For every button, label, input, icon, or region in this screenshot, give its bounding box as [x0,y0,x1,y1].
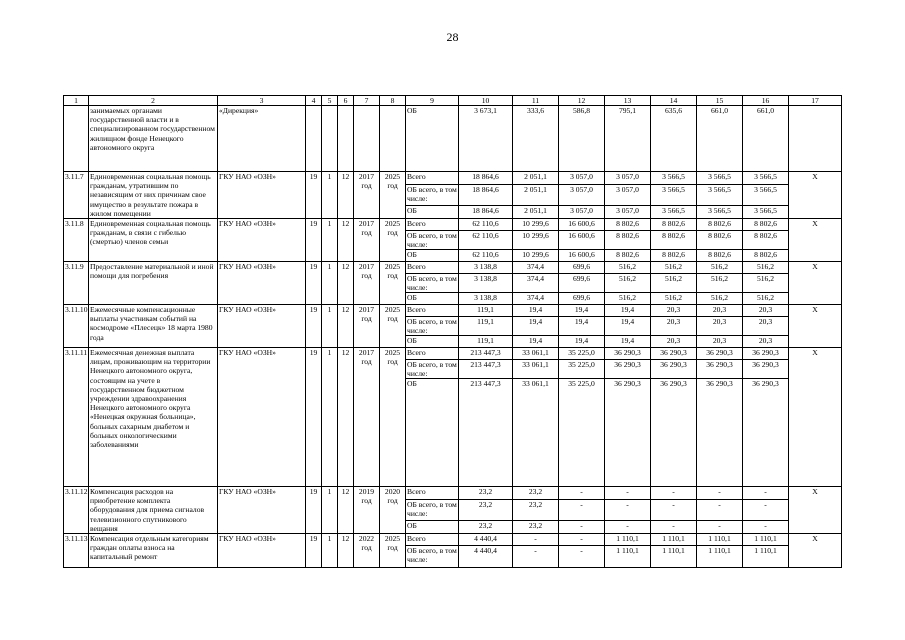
value-cell: 23,2 [459,487,513,500]
value-cell: 36 290,3 [743,379,789,487]
funding-label: Всего [406,262,459,274]
value-cell: 20,3 [651,336,697,348]
value-cell: 20,3 [697,336,743,348]
column-number: 13 [605,96,651,106]
value-cell: 3 566,5 [743,172,789,185]
column-4-value: 19 [306,534,322,568]
executor-cell: ГКУ НАО «ОЗН» [218,172,306,219]
value-cell: 19,4 [559,305,605,317]
column-number: 7 [354,96,380,106]
value-cell: 8 802,6 [743,250,789,262]
end-year: 2025 год [380,348,406,487]
value-cell: 8 802,6 [743,231,789,250]
value-cell: 8 802,6 [605,250,651,262]
value-cell: - [605,487,651,500]
column-6-value: 12 [338,305,354,348]
end-year: 2025 год [380,172,406,219]
executor-cell: «Дирекция» [218,106,306,172]
column-number: 1 [64,96,89,106]
value-cell: 36 290,3 [605,360,651,379]
value-cell: 19,4 [513,336,559,348]
value-cell: - [743,500,789,521]
value-cell: 8 802,6 [651,219,697,231]
value-cell: 16 600,6 [559,250,605,262]
value-cell: 3 138,8 [459,262,513,274]
value-cell: 3 566,5 [651,185,697,206]
value-cell: 3 566,5 [651,172,697,185]
column-number: 15 [697,96,743,106]
column-5-value: 1 [322,172,338,219]
value-cell: 33 061,1 [513,348,559,360]
value-cell: 8 802,6 [743,219,789,231]
value-cell: 3 673,1 [459,106,513,172]
measure-row [64,219,842,231]
executor-cell: ГКУ НАО «ОЗН» [218,348,306,487]
value-cell: 19,4 [605,317,651,336]
column-number: 17 [789,96,842,106]
value-cell: 3 566,5 [697,185,743,206]
measure-description: Единовременная социальная помощь гражданам, в связи с гибелью (смертью) членов семьи [89,219,218,262]
value-cell: 36 290,3 [743,360,789,379]
measure-row [64,487,842,500]
value-cell: 119,1 [459,336,513,348]
funding-label: ОБ [406,520,459,533]
start-year: 2017 год [354,348,380,487]
value-cell: 19,4 [605,305,651,317]
value-cell: 36 290,3 [697,360,743,379]
value-cell: 19,4 [559,336,605,348]
executor-cell: ГКУ НАО «ОЗН» [218,487,306,534]
value-cell: 16 600,6 [559,231,605,250]
column-6-value: 12 [338,219,354,262]
value-cell: 119,1 [459,317,513,336]
value-cell: 19,4 [559,317,605,336]
start-year: 2017 год [354,305,380,348]
value-cell: 35 225,0 [559,348,605,360]
value-cell: 23,2 [513,520,559,533]
value-cell: 374,4 [513,274,559,293]
funding-label: ОБ всего, в том числе: [406,500,459,521]
column-number: 10 [459,96,513,106]
measure-code: 3.11.12 [64,487,89,534]
value-cell: 20,3 [651,317,697,336]
funding-label: Всего [406,348,459,360]
funding-label: ОБ всего, в том числе: [406,185,459,206]
value-cell: - [559,546,605,568]
value-cell: 3 566,5 [743,185,789,206]
column-5-value: 1 [322,534,338,568]
value-cell: 36 290,3 [651,348,697,360]
column-4-value: 19 [306,487,322,534]
value-cell: 1 110,1 [743,534,789,546]
measure-row [64,348,842,360]
value-cell: - [697,487,743,500]
value-cell: 62 110,6 [459,231,513,250]
value-cell: 20,3 [697,305,743,317]
value-cell: 516,2 [743,262,789,274]
funding-label: ОБ [406,250,459,262]
mark-cell: X [789,305,842,348]
value-cell: 1 110,1 [651,534,697,546]
value-cell: 1 110,1 [605,534,651,546]
value-cell: 20,3 [743,336,789,348]
value-cell: 36 290,3 [743,348,789,360]
value-cell: 19,4 [513,317,559,336]
value-cell: 516,2 [605,293,651,305]
value-cell: 8 802,6 [697,250,743,262]
funding-label: ОБ всего, в том числе: [407,231,457,250]
value-cell: 119,1 [459,305,513,317]
value-cell: 20,3 [651,305,697,317]
measure-code: 3.11.13 [64,534,89,568]
value-cell: 516,2 [697,262,743,274]
measure-code: 3.11.11 [64,348,89,487]
end-year: 2020 год [380,487,406,534]
value-cell: 516,2 [697,274,743,293]
end-year: 2025 год [380,534,406,568]
value-cell: 374,4 [513,262,559,274]
measure-row [64,305,842,317]
mark-cell: X [789,534,842,568]
start-year: 2017 год [354,172,380,219]
executor-cell: ГКУ НАО «ОЗН» [218,305,306,348]
measure-description: Компенсация отдельным категориям граждан оплаты взноса на капитальный ремонт [89,534,218,568]
value-cell: 516,2 [605,274,651,293]
value-cell: 1 110,1 [651,546,697,568]
value-cell: - [559,500,605,521]
value-cell: 374,4 [513,293,559,305]
measure-row [64,262,842,274]
column-4-value: 19 [306,219,322,262]
value-cell: 18 864,6 [459,205,513,218]
code-cell [64,106,89,172]
funding-label: Всего [406,219,459,231]
column-6-value: 12 [338,487,354,534]
value-cell: 35 225,0 [559,379,605,487]
value-cell: 20,3 [697,317,743,336]
column-5-value: 1 [322,262,338,305]
value-cell: 3 566,5 [651,205,697,218]
value-cell: - [513,534,559,546]
column-5-value: 1 [322,348,338,487]
start-year: 2019 год [354,487,380,534]
funding-label: ОБ всего, в том числе: [407,360,457,379]
value-cell: 2 051,1 [513,185,559,206]
column-5-value: 1 [322,219,338,262]
value-cell: 1 110,1 [697,546,743,568]
value-cell: - [651,487,697,500]
funding-label: ОБ [406,336,459,348]
value-cell: - [513,546,559,568]
measure-row [64,172,842,185]
continuation-row [64,106,842,172]
measure-code: 3.11.8 [64,219,89,262]
executor-cell: ГКУ НАО «ОЗН» [218,219,306,262]
value-cell: 213 447,3 [459,348,513,360]
funding-label: ОБ всего, в том числе: [406,546,459,568]
value-cell: 4 440,4 [459,546,513,568]
column-5-value: 1 [322,487,338,534]
column-number: 5 [322,96,338,106]
value-cell: 23,2 [459,520,513,533]
value-cell: 62 110,6 [459,219,513,231]
column-number: 2 [89,96,218,106]
mark-cell: X [789,487,842,534]
value-cell: 333,6 [513,106,559,172]
start-year: 2017 год [354,262,380,305]
value-cell: 3 057,0 [559,205,605,218]
value-cell: 3 057,0 [559,185,605,206]
column-number: 14 [651,96,697,106]
page-number: 28 [446,30,459,44]
column-4-value: 19 [306,262,322,305]
value-cell: 18 864,6 [459,185,513,206]
value-cell: 23,2 [513,500,559,521]
measure-code: 3.11.7 [64,172,89,219]
value-cell: 795,1 [605,106,651,172]
value-cell: - [559,534,605,546]
value-cell: 10 299,6 [513,231,559,250]
value-cell: 3 057,0 [605,205,651,218]
column-6-value: 12 [338,534,354,568]
value-cell: 23,2 [513,487,559,500]
value-cell: - [651,500,697,521]
funding-label: Всего [406,534,459,546]
value-cell: 516,2 [651,262,697,274]
value-cell: 36 290,3 [605,348,651,360]
start-year: 2022 год [354,534,380,568]
value-cell: 516,2 [605,262,651,274]
value-cell: 36 290,3 [697,348,743,360]
value-cell: 2 051,1 [513,172,559,185]
value-cell: - [559,487,605,500]
value-cell: 8 802,6 [697,219,743,231]
value-cell: - [697,520,743,533]
value-cell: 3 057,0 [559,172,605,185]
column-number: 12 [559,96,605,106]
value-cell: - [605,520,651,533]
value-cell: 213 447,3 [459,360,513,379]
value-cell: 8 802,6 [605,231,651,250]
value-cell: 3 138,8 [459,293,513,305]
end-year: 2025 год [380,262,406,305]
value-cell: 33 061,1 [513,379,559,487]
column-4-value: 19 [306,348,322,487]
funding-label: ОБ всего, в том числе: [407,317,457,336]
value-cell: 36 290,3 [651,379,697,487]
measures-table [63,95,842,568]
measure-description: Ежемесячная денежная выплата лицам, проживающим на территории Ненецкого автономного округа, состоящим на учете в государственном бюджетном учреждении здравоохранения Ненецкого автономного округа «Ненецкая окружная больница», больных сахарным диабетом и больных онкологическими заболеваниями [89,348,218,487]
value-cell: - [651,520,697,533]
executor-cell: ГКУ НАО «ОЗН» [218,534,306,568]
funding-label: ОБ всего, в том числе: [407,274,457,293]
value-cell: 62 110,6 [459,250,513,262]
end-year: 2025 год [380,305,406,348]
value-cell: 36 290,3 [651,360,697,379]
value-cell: 699,6 [559,262,605,274]
column-number: 11 [513,96,559,106]
value-cell: 23,2 [459,500,513,521]
column-number: 6 [338,96,354,106]
value-cell: 1 110,1 [697,534,743,546]
column-number: 16 [743,96,789,106]
value-cell: 586,8 [559,106,605,172]
value-cell: 516,2 [651,274,697,293]
value-cell: - [697,500,743,521]
value-cell: 3 566,5 [697,205,743,218]
funding-label: ОБ [406,379,459,487]
value-cell: - [605,500,651,521]
column-number: 3 [218,96,306,106]
value-cell: 36 290,3 [697,379,743,487]
end-year: 2025 год [380,219,406,262]
value-cell: 1 110,1 [743,546,789,568]
value-cell: 699,6 [559,293,605,305]
start-year: 2017 год [354,219,380,262]
value-cell: 213 447,3 [459,379,513,487]
value-cell: 8 802,6 [651,250,697,262]
mark-cell: X [789,172,842,219]
value-cell: 8 802,6 [605,219,651,231]
measure-description: занимаемых органами государственной власти и в специализированном государственном жилищном фонде Ненецкого автономного округа [89,106,218,172]
value-cell: 516,2 [651,293,697,305]
executor-cell: ГКУ НАО «ОЗН» [218,262,306,305]
value-cell: 20,3 [743,305,789,317]
measure-description: Компенсация расходов на приобретение комплекта оборудования для приема сигналов телевизионного спутникового вещания [89,487,218,534]
column-4-value: 19 [306,172,322,219]
measure-description: Ежемесячные компенсационные выплаты участникам событий на космодроме «Плесецк» 18 марта 1980 года [89,305,218,348]
column-number: 9 [406,96,459,106]
column-4-value: 19 [306,305,322,348]
value-cell: 3 138,8 [459,274,513,293]
column-6-value: 12 [338,172,354,219]
value-cell: - [743,520,789,533]
column-number: 8 [380,96,406,106]
value-cell: 4 440,4 [459,534,513,546]
value-cell: 8 802,6 [651,231,697,250]
value-cell: 3 566,5 [697,172,743,185]
mark-cell: X [789,219,842,262]
funding-label: ОБ [406,293,459,305]
value-cell: 661,0 [697,106,743,172]
value-cell: 635,6 [651,106,697,172]
value-cell: 516,2 [743,293,789,305]
measure-row [64,534,842,546]
value-cell: 1 110,1 [605,546,651,568]
measure-code: 3.11.9 [64,262,89,305]
mark-cell: X [789,262,842,305]
column-number-row [64,96,842,106]
value-cell: 35 225,0 [559,360,605,379]
measure-code: 3.11.10 [64,305,89,348]
value-cell: 18 864,6 [459,172,513,185]
value-cell: - [559,520,605,533]
column-5-value: 1 [322,305,338,348]
value-cell: 2 051,1 [513,205,559,218]
value-cell: 661,0 [743,106,789,172]
value-cell: 10 299,6 [513,250,559,262]
value-cell: - [743,487,789,500]
measure-description: Единовременная социальная помощь гражданам, утратившим по независящим от них причинам свое имущество в результате пожара в жилом помещении [89,172,218,219]
value-cell: 16 600,6 [559,219,605,231]
value-cell: 20,3 [743,317,789,336]
funding-label: Всего [406,487,459,500]
measure-description: Предоставление материальной и иной помощи для погребения [89,262,218,305]
value-cell: 699,6 [559,274,605,293]
funding-label: ОБ [406,205,459,218]
value-cell: 3 057,0 [605,172,651,185]
value-cell: 19,4 [513,305,559,317]
value-cell: 8 802,6 [697,231,743,250]
funding-label: Всего [406,172,459,185]
value-cell: 3 566,5 [743,205,789,218]
value-cell: 3 057,0 [605,185,651,206]
funding-label: Всего [406,305,459,317]
value-cell: 36 290,3 [605,379,651,487]
value-cell: 516,2 [697,293,743,305]
value-cell: 516,2 [743,274,789,293]
value-cell: 33 061,1 [513,360,559,379]
column-number: 4 [306,96,322,106]
mark-cell: X [789,348,842,487]
funding-label: ОБ [406,106,459,172]
column-6-value: 12 [338,348,354,487]
value-cell: 10 299,6 [513,219,559,231]
column-6-value: 12 [338,262,354,305]
value-cell: 19,4 [605,336,651,348]
